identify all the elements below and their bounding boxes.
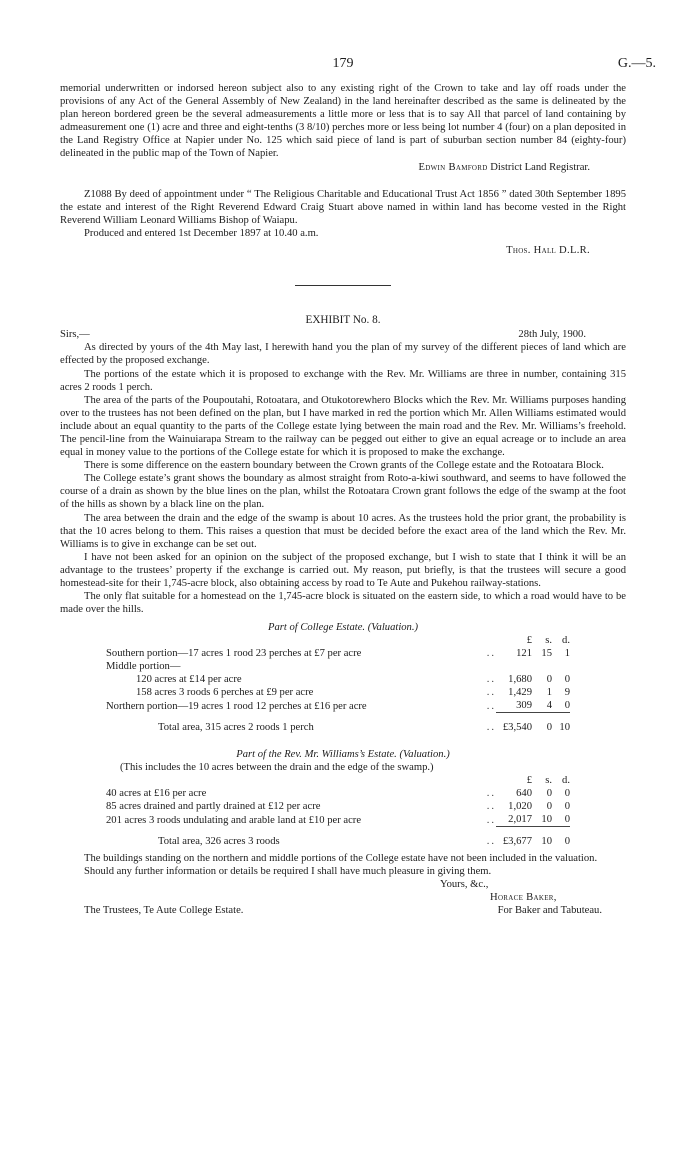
registrar-signature (60, 161, 626, 174)
valuation-row: Middle portion— (106, 661, 181, 673)
closing-paragraph: The buildings standing on the northern and middle portions of the College estate have not been included in the valuation. (84, 852, 598, 864)
letter-paragraph: The portions of the estate which it is proposed to exchange with the Rev. Mr. Williams are three in number, containing 315 acres 2 roods 1 perch. (60, 368, 626, 393)
page-body (60, 82, 626, 917)
letter-paragraph: As directed by yours of the 4th May last, I herewith hand you the plan of my survey of the different pieces of land which are effected by the proposed exchange. (60, 342, 626, 367)
currency-header-row (106, 634, 570, 647)
section-divider (295, 285, 391, 286)
williams-valuation-note: (This includes the 10 acres between the drain and the edge of the swamp.) (120, 761, 434, 773)
letter-paragraph: The area of the parts of the Poupoutahi, Rotoatara, and Otukotorewhero Blocks which the Rev. Mr. Williams purposes handing over to the trustees has not been defined on the plan, but I have marked in red the portion which Mr. Allen Williams estimated would include about an equal quantity to the parts of the College estate lying between the main road and the Rev. Mr. Williams’s freehold. The pencil-line from the Wainuiarapa Stream to the railway can be pegged out either to give an equal acreage or to include an area equal in money value to the portions of the College estate for which it is proposed to make the exchange. (60, 394, 626, 459)
valuation-row: 158 acres 3 roods 6 perches at £9 per acre .. 1,429 1 9 (136, 687, 570, 699)
valuation-row: 120 acres at £14 per acre .. 1,680 0 0 (136, 674, 570, 686)
letter-paragraph: I have not been asked for an opinion on the subject of the proposed exchange, but I wish to state that I think it will be an advantage to the trustees’ property if the exchange is carried out. My reason, put briefly, is that the trustees will secure a good homestead-site for their 1,745-acre block, also obtaining access by road to Te Aute and Pukehou railway-stations. (60, 551, 626, 589)
letter-paragraph: The area between the drain and the edge of the swamp is about 10 acres. As the trustees hold the prior grant, the probability is that the 10 acres belong to them. This raises a question that must be decided before the exact area of the land which the Rev. Mr. Williams is to give in exchange can be set out. (60, 512, 626, 550)
currency-shillings-header: s. (545, 635, 552, 647)
valediction: Yours, &c., (440, 878, 489, 890)
currency-pounds-header: £ (526, 635, 532, 647)
registrar-title: District Land Registrar. (490, 161, 590, 173)
valuation-row: Northern portion—19 acres 1 rood 12 perches at £16 per acre .. 309 4 0 (106, 700, 570, 712)
letter-paragraph: There is some difference on the eastern boundary between the Crown grants of the College estate and the Rotoatara Block. (84, 460, 604, 472)
registrar-name: Edwin Bamford (418, 161, 488, 173)
currency-pounds-header: £ (526, 775, 532, 787)
closing-section (60, 852, 626, 917)
addressee: The Trustees, Te Aute College Estate. (84, 904, 244, 916)
page-header (60, 56, 656, 76)
document-reference: G.—5. (617, 56, 656, 71)
closing-paragraph: Should any further information or details be required I shall have much pleasure in giving them. (84, 865, 492, 877)
currency-shillings-header: s. (545, 775, 552, 787)
dlr-signature: Thos. Hall D.L.R. (506, 245, 590, 257)
memorial-paragraph: memorial underwritten or indorsed hereon subject also to any existing right of the Crown to take and lay off roads under the provisions of any Act of the General Assembly of New Zealand) in the land hereinafter described as the same is delineated by the plan hereon bordered green be the several admeasurements a little more or less that is to say All that parcel of land containing by admeasurement one (1) acre and three and eight-tenths (3 8/10) perches more or less being lot number 4 (four) on a plan deposited in the Land Registry Office at Napier under No. 125 which said piece of land is part of suburban section number 84 (eighty-four) delineated in the public map of the Town of Napier. (60, 83, 626, 160)
currency-header-row (106, 774, 570, 787)
deed-produced: Produced and entered 1st December 1897 at 10.40 a.m. (84, 227, 319, 239)
letter-opening (60, 328, 626, 341)
letter-paragraph: The College estate’s grant shows the boundary as almost straight from Roto-a-kiwi southward, and seems to have followed the course of a drain as shown by the blue lines on the plan, whilst the Rotoatara Crown grant follows the edge of the swamp at the foot of the hills as shown by a black line on the plan. (60, 473, 626, 511)
williams-valuation-heading: Part of the Rev. Mr. Williams’s Estate. (Valuation.) (236, 748, 450, 760)
letter-date: 28th July, 1900. (518, 329, 586, 341)
valuation-total-row: Total area, 315 acres 2 roods 1 perch .. £3,540 0 10 (158, 721, 570, 733)
salutation: Sirs,— (60, 329, 90, 341)
valuation-row: Southern portion—17 acres 1 rood 23 perches at £7 per acre .. 121 15 1 (106, 648, 570, 660)
valuation-row: 201 acres 3 roods undulating and arable land at £10 per acre .. 2,017 10 0 (106, 814, 570, 826)
deed-paragraph: Z1088 By deed of appointment under “ The Religious Charitable and Educational Trust Act 1856 ” dated 30th September 1895 the estate and interest of the Right Reverend Edward Craig Stuart above named in within land has become vested in the Right Reverend William Leonard Williams Bishop of Waiapu. (60, 188, 626, 226)
valuation-row: 85 acres drained and partly drained at £12 per acre .. 1,020 0 0 (106, 801, 570, 813)
firm-name: For Baker and Tabuteau. (497, 904, 602, 916)
williams-valuation-table (106, 774, 570, 848)
currency-pence-header: d. (562, 635, 570, 647)
exhibit-title: EXHIBIT No. 8. (305, 314, 381, 327)
valuation-total-row: Total area, 326 acres 3 roods .. £3,677 10 0 (158, 835, 570, 847)
currency-pence-header: d. (562, 775, 570, 787)
valuation-row: 40 acres at £16 per acre .. 640 0 0 (106, 788, 570, 800)
college-valuation-heading: Part of College Estate. (Valuation.) (267, 622, 419, 634)
college-valuation-table (106, 634, 570, 734)
page-number: 179 (332, 56, 354, 71)
letter-footer (60, 904, 626, 917)
signatory-name: Horace Baker, (490, 891, 557, 903)
letter-paragraph: The only flat suitable for a homestead on the 1,745-acre block is situated on the eastern side, to which a road would have to be made over the hills. (60, 591, 626, 616)
